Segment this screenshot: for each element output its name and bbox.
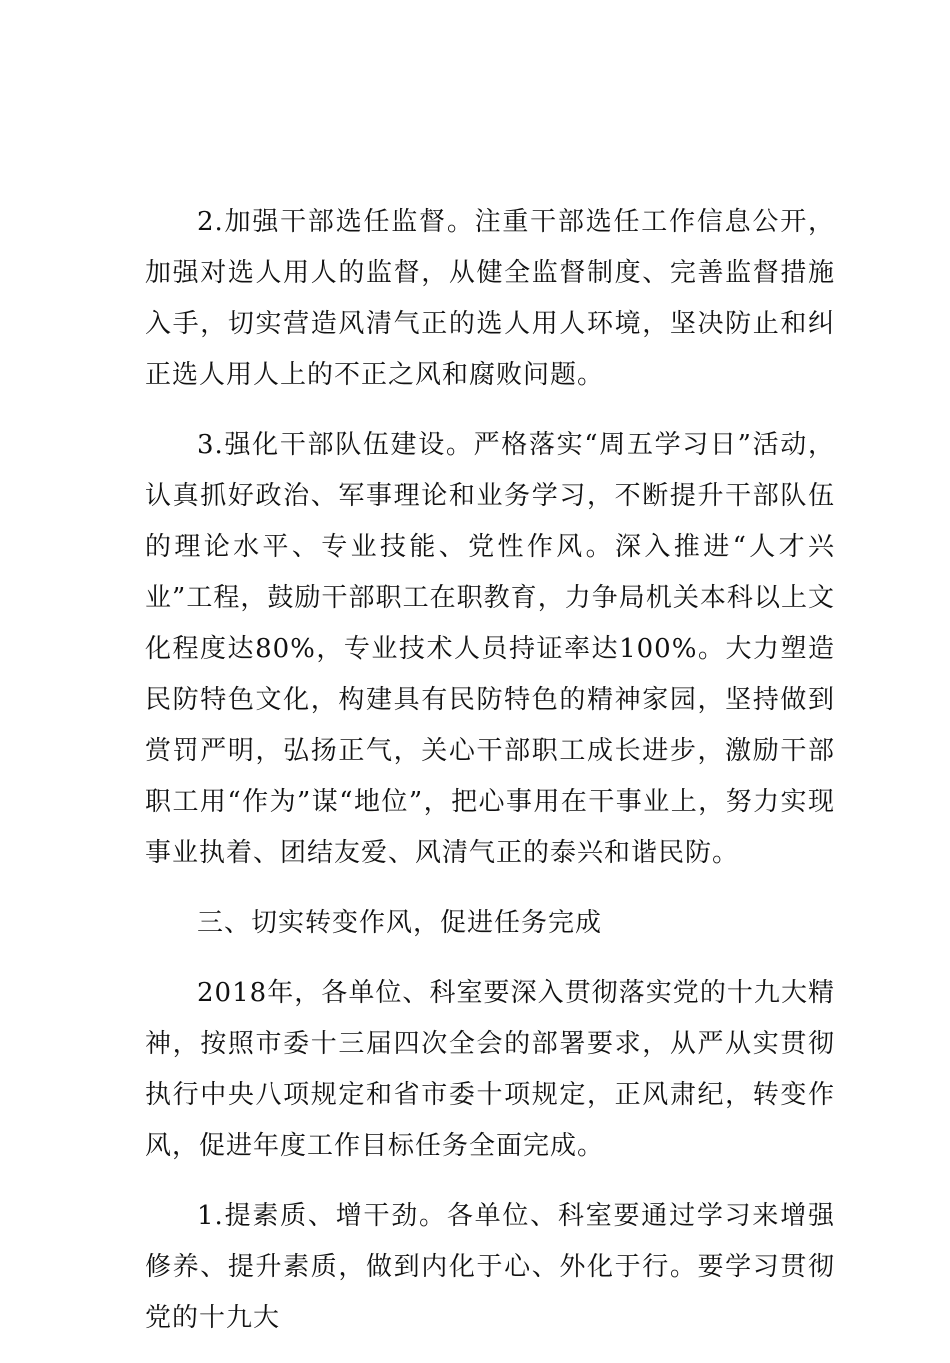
paragraph-cadre-selection-supervision: 2.加强干部选任监督。注重干部选任工作信息公开，加强对选人用人的监督，从健全监督制度、完善监督措施入手，切实营造风清气正的选人用人环境，坚决防止和纠正选人用人上的不正之风和腐败问题。 <box>145 207 835 390</box>
document-body <box>145 197 835 1363</box>
section-heading-work-style: 三、切实转变作风，促进任务完成 <box>197 908 603 938</box>
paragraph-improve-quality: 1.提素质、增干劲。各单位、科室要通过学习来增强修养、提升素质，做到内化于心、外化于行。要学习贯彻党的十九大 <box>145 1201 835 1333</box>
paragraph-cadre-team-building: 3.强化干部队伍建设。严格落实“周五学习日”活动，认真抓好政治、军事理论和业务学习，不断提升干部队伍的理论水平、专业技能、党性作风。深入推进“人才兴业”工程，鼓励干部职工在职教育，力争局机关本科以上文化程度达80%，专业技术人员持证率达100%。大力塑造民防特色文化，构建具有民防特色的精神家园，坚持做到赏罚严明，弘扬正气，关心干部职工成长进步，激励干部职工用“作为”谋“地位”，把心事用在干事业上，努力实现事业执着、团结友爱、风清气正的泰兴和谐民防。 <box>145 430 835 868</box>
paragraph-2018-tasks: 2018年，各单位、科室要深入贯彻落实党的十九大精神，按照市委十三届四次全会的部署要求，从严从实贯彻执行中央八项规定和省市委十项规定，正风肃纪，转变作风，促进年度工作目标任务全面完成。 <box>145 978 835 1161</box>
